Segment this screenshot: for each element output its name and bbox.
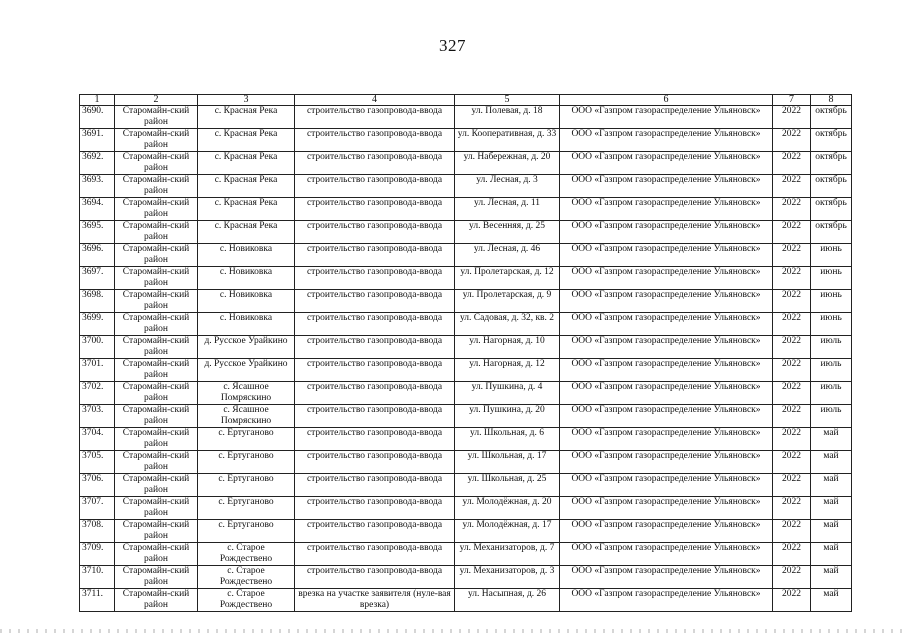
district-cell: Старомайн-ский район [115,244,198,267]
organization-cell: ООО «Газпром газораспределение Ульяновск» [560,175,773,198]
table-row [80,221,852,244]
settlement-cell: с. Красная Река [198,221,295,244]
row-number-cell: 3693. [80,175,115,198]
table-row [80,244,852,267]
row-number-cell: 3692. [80,152,115,175]
year-cell: 2022 [773,405,811,428]
district-cell: Старомайн-ский район [115,313,198,336]
row-number-cell: 3694. [80,198,115,221]
month-cell: май [811,428,852,451]
month-cell: октябрь [811,175,852,198]
work-type-cell: строительство газопровода-ввода [295,244,455,267]
table-row [80,129,852,152]
month-cell: май [811,474,852,497]
row-number-cell: 3709. [80,543,115,566]
settlement-cell: с. Красная Река [198,152,295,175]
work-type-cell: строительство газопровода-ввода [295,129,455,152]
month-cell: октябрь [811,198,852,221]
work-type-cell: строительство газопровода-ввода [295,152,455,175]
district-cell: Старомайн-ский район [115,359,198,382]
organization-cell: ООО «Газпром газораспределение Ульяновск» [560,336,773,359]
year-cell: 2022 [773,129,811,152]
month-cell: октябрь [811,106,852,129]
work-type-cell: врезка на участке заявителя (нуле-вая врезка) [295,589,455,612]
column-header: 2 [115,95,198,106]
organization-cell: ООО «Газпром газораспределение Ульяновск» [560,382,773,405]
settlement-cell: с. Старое Рождествено [198,566,295,589]
row-number-cell: 3704. [80,428,115,451]
table-header-row [80,95,852,106]
column-header: 6 [560,95,773,106]
district-cell: Старомайн-ский район [115,106,198,129]
month-cell: июль [811,359,852,382]
organization-cell: ООО «Газпром газораспределение Ульяновск» [560,244,773,267]
month-cell: июль [811,405,852,428]
work-type-cell: строительство газопровода-ввода [295,405,455,428]
organization-cell: ООО «Газпром газораспределение Ульяновск» [560,152,773,175]
year-cell: 2022 [773,451,811,474]
organization-cell: ООО «Газпром газораспределение Ульяновск» [560,405,773,428]
address-cell: ул. Пролетарская, д. 9 [455,290,560,313]
address-cell: ул. Лесная, д. 11 [455,198,560,221]
year-cell: 2022 [773,267,811,290]
organization-cell: ООО «Газпром газораспределение Ульяновск» [560,428,773,451]
year-cell: 2022 [773,359,811,382]
work-type-cell: строительство газопровода-ввода [295,497,455,520]
district-cell: Старомайн-ский район [115,175,198,198]
table-row [80,267,852,290]
district-cell: Старомайн-ский район [115,451,198,474]
year-cell: 2022 [773,313,811,336]
district-cell: Старомайн-ский район [115,474,198,497]
row-number-cell: 3690. [80,106,115,129]
address-cell: ул. Механизаторов, д. 7 [455,543,560,566]
year-cell: 2022 [773,244,811,267]
organization-cell: ООО «Газпром газораспределение Ульяновск» [560,566,773,589]
row-number-cell: 3702. [80,382,115,405]
work-type-cell: строительство газопровода-ввода [295,313,455,336]
row-number-cell: 3701. [80,359,115,382]
district-cell: Старомайн-ский район [115,543,198,566]
district-cell: Старомайн-ский район [115,336,198,359]
table-row [80,290,852,313]
year-cell: 2022 [773,152,811,175]
column-header: 5 [455,95,560,106]
address-cell: ул. Молодёжная, д. 17 [455,520,560,543]
month-cell: июнь [811,267,852,290]
settlement-cell: с. Новиковка [198,290,295,313]
row-number-cell: 3696. [80,244,115,267]
address-cell: ул. Кооперативная, д. 33 [455,129,560,152]
organization-cell: ООО «Газпром газораспределение Ульяновск» [560,589,773,612]
organization-cell: ООО «Газпром газораспределение Ульяновск» [560,451,773,474]
work-type-cell: строительство газопровода-ввода [295,198,455,221]
settlement-cell: с. Новиковка [198,313,295,336]
work-type-cell: строительство газопровода-ввода [295,175,455,198]
district-cell: Старомайн-ский район [115,152,198,175]
address-cell: ул. Лесная, д. 46 [455,244,560,267]
work-type-cell: строительство газопровода-ввода [295,382,455,405]
address-cell: ул. Школьная, д. 6 [455,428,560,451]
settlement-cell: д. Русское Урайкино [198,336,295,359]
district-cell: Старомайн-ский район [115,290,198,313]
table-row [80,451,852,474]
row-number-cell: 3699. [80,313,115,336]
row-number-cell: 3708. [80,520,115,543]
settlement-cell: д. Русское Урайкино [198,359,295,382]
year-cell: 2022 [773,497,811,520]
settlement-cell: с. Ертуганово [198,474,295,497]
organization-cell: ООО «Газпром газораспределение Ульяновск» [560,267,773,290]
month-cell: май [811,543,852,566]
year-cell: 2022 [773,221,811,244]
year-cell: 2022 [773,175,811,198]
settlement-cell: с. Красная Река [198,129,295,152]
table-row [80,428,852,451]
table-row [80,520,852,543]
year-cell: 2022 [773,382,811,405]
organization-cell: ООО «Газпром газораспределение Ульяновск» [560,221,773,244]
table-row [80,589,852,612]
address-cell: ул. Нагорная, д. 12 [455,359,560,382]
address-cell: ул. Механизаторов, д. 3 [455,566,560,589]
page-number: 327 [439,36,466,55]
table-row [80,198,852,221]
district-cell: Старомайн-ский район [115,129,198,152]
month-cell: май [811,589,852,612]
table-row [80,474,852,497]
table-row [80,405,852,428]
organization-cell: ООО «Газпром газораспределение Ульяновск» [560,129,773,152]
address-cell: ул. Пушкина, д. 20 [455,405,560,428]
month-cell: октябрь [811,221,852,244]
row-number-cell: 3710. [80,566,115,589]
organization-cell: ООО «Газпром газораспределение Ульяновск» [560,520,773,543]
row-number-cell: 3697. [80,267,115,290]
row-number-cell: 3695. [80,221,115,244]
address-cell: ул. Молодёжная, д. 20 [455,497,560,520]
column-header: 7 [773,95,811,106]
month-cell: июнь [811,290,852,313]
settlement-cell: с. Ертуганово [198,451,295,474]
year-cell: 2022 [773,474,811,497]
settlement-cell: с. Красная Река [198,198,295,221]
settlement-cell: с. Старое Рождествено [198,543,295,566]
month-cell: май [811,497,852,520]
work-type-cell: строительство газопровода-ввода [295,520,455,543]
year-cell: 2022 [773,106,811,129]
settlement-cell: с. Новиковка [198,267,295,290]
table-row [80,497,852,520]
year-cell: 2022 [773,589,811,612]
table-row [80,566,852,589]
settlement-cell: с. Ясашное Помряскино [198,382,295,405]
year-cell: 2022 [773,290,811,313]
district-cell: Старомайн-ский район [115,589,198,612]
table-row [80,359,852,382]
table-row [80,313,852,336]
settlement-cell: с. Ертуганово [198,497,295,520]
district-cell: Старомайн-ский район [115,520,198,543]
district-cell: Старомайн-ский район [115,221,198,244]
address-cell: ул. Насыпная, д. 26 [455,589,560,612]
work-type-cell: строительство газопровода-ввода [295,267,455,290]
organization-cell: ООО «Газпром газораспределение Ульяновск» [560,543,773,566]
address-cell: ул. Школьная, д. 25 [455,474,560,497]
row-number-cell: 3706. [80,474,115,497]
table-row [80,543,852,566]
address-cell: ул. Весенняя, д. 25 [455,221,560,244]
column-header: 1 [80,95,115,106]
work-type-cell: строительство газопровода-ввода [295,106,455,129]
row-number-cell: 3707. [80,497,115,520]
address-cell: ул. Полевая, д. 18 [455,106,560,129]
table-row [80,106,852,129]
month-cell: июнь [811,313,852,336]
work-type-cell: строительство газопровода-ввода [295,451,455,474]
district-cell: Старомайн-ский район [115,566,198,589]
district-cell: Старомайн-ский район [115,382,198,405]
settlement-cell: с. Ертуганово [198,520,295,543]
work-type-cell: строительство газопровода-ввода [295,543,455,566]
district-cell: Старомайн-ский район [115,405,198,428]
table-row [80,336,852,359]
row-number-cell: 3703. [80,405,115,428]
year-cell: 2022 [773,520,811,543]
month-cell: май [811,520,852,543]
work-type-cell: строительство газопровода-ввода [295,359,455,382]
month-cell: май [811,451,852,474]
settlement-cell: с. Красная Река [198,106,295,129]
scan-artifact [0,629,905,633]
table-row [80,152,852,175]
work-type-cell: строительство газопровода-ввода [295,474,455,497]
row-number-cell: 3711. [80,589,115,612]
table-row [80,382,852,405]
year-cell: 2022 [773,566,811,589]
district-cell: Старомайн-ский район [115,428,198,451]
address-cell: ул. Пролетарская, д. 12 [455,267,560,290]
address-cell: ул. Нагорная, д. 10 [455,336,560,359]
work-type-cell: строительство газопровода-ввода [295,336,455,359]
address-cell: ул. Пушкина, д. 4 [455,382,560,405]
column-header: 3 [198,95,295,106]
settlement-cell: с. Новиковка [198,244,295,267]
month-cell: июнь [811,244,852,267]
settlement-cell: с. Старое Рождествено [198,589,295,612]
organization-cell: ООО «Газпром газораспределение Ульяновск» [560,474,773,497]
month-cell: июль [811,382,852,405]
row-number-cell: 3698. [80,290,115,313]
settlement-cell: с. Ертуганово [198,428,295,451]
address-cell: ул. Школьная, д. 17 [455,451,560,474]
organization-cell: ООО «Газпром газораспределение Ульяновск» [560,497,773,520]
row-number-cell: 3700. [80,336,115,359]
row-number-cell: 3705. [80,451,115,474]
district-cell: Старомайн-ский район [115,497,198,520]
address-cell: ул. Лесная, д. 3 [455,175,560,198]
district-cell: Старомайн-ский район [115,198,198,221]
table-row [80,175,852,198]
work-type-cell: строительство газопровода-ввода [295,566,455,589]
column-header: 4 [295,95,455,106]
month-cell: октябрь [811,152,852,175]
organization-cell: ООО «Газпром газораспределение Ульяновск» [560,106,773,129]
month-cell: октябрь [811,129,852,152]
work-type-cell: строительство газопровода-ввода [295,221,455,244]
year-cell: 2022 [773,198,811,221]
settlement-cell: с. Красная Река [198,175,295,198]
district-cell: Старомайн-ский район [115,267,198,290]
year-cell: 2022 [773,336,811,359]
organization-cell: ООО «Газпром газораспределение Ульяновск» [560,313,773,336]
work-type-cell: строительство газопровода-ввода [295,428,455,451]
address-cell: ул. Набережная, д. 20 [455,152,560,175]
organization-cell: ООО «Газпром газораспределение Ульяновск» [560,198,773,221]
year-cell: 2022 [773,428,811,451]
organization-cell: ООО «Газпром газораспределение Ульяновск» [560,359,773,382]
address-cell: ул. Садовая, д. 32, кв. 2 [455,313,560,336]
document-table [79,94,852,612]
row-number-cell: 3691. [80,129,115,152]
organization-cell: ООО «Газпром газораспределение Ульяновск» [560,290,773,313]
month-cell: май [811,566,852,589]
work-type-cell: строительство газопровода-ввода [295,290,455,313]
month-cell: июль [811,336,852,359]
settlement-cell: с. Ясашное Помряскино [198,405,295,428]
column-header: 8 [811,95,852,106]
year-cell: 2022 [773,543,811,566]
